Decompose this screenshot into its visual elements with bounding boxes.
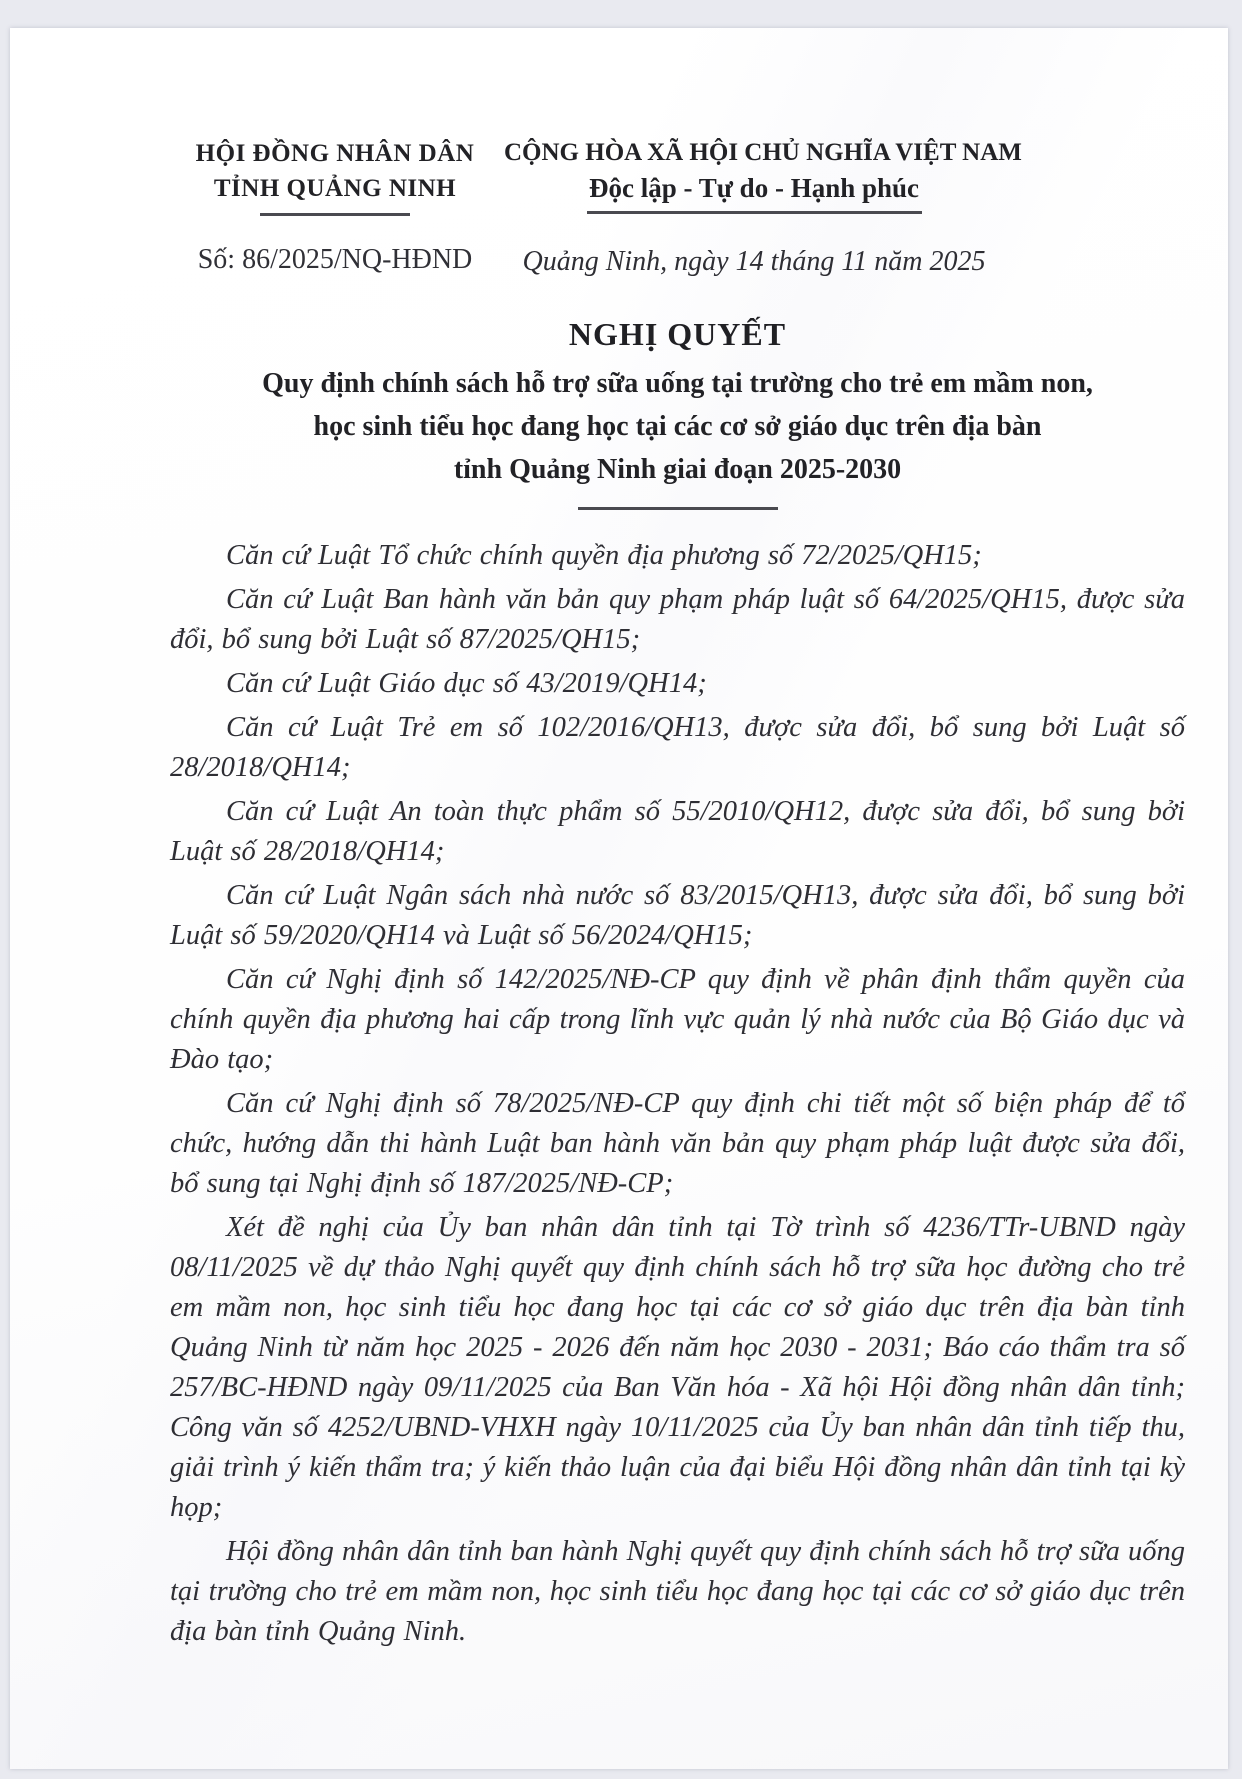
body-paragraph: Căn cứ Luật Ban hành văn bản quy phạm pháp luật số 64/2025/QH15, được sửa đổi, bổ sung bởi Luật số 87/2025/QH15; xyxy=(170,584,1185,655)
subtitle-line: tỉnh Quảng Ninh giai đoạn 2025-2030 xyxy=(453,454,902,485)
issuer-name: HỘI ĐỒNG NHÂN DÂN xyxy=(195,140,475,167)
body-paragraph: Căn cứ Luật An toàn thực phẩm số 55/2010/QH12, được sửa đổi, bổ sung bởi Luật số 28/2018/QH14; xyxy=(170,796,1185,867)
document-content xyxy=(170,136,1185,1656)
body-paragraph: Căn cứ Luật Giáo dục số 43/2019/QH14; xyxy=(226,668,707,699)
national-header-block xyxy=(504,136,1022,278)
issuer-underline xyxy=(260,213,410,216)
subtitle-line: học sinh tiểu học đang học tại các cơ sở giáo dục trên địa bàn xyxy=(313,411,1042,442)
document-title-block xyxy=(170,312,1185,510)
place-and-date: Quảng Ninh, ngày 14 tháng 11 năm 2025 xyxy=(522,246,986,277)
document-body xyxy=(170,536,1185,1652)
body-paragraph: Căn cứ Nghị định số 142/2025/NĐ-CP quy định về phân định thẩm quyền của chính quyền địa phương hai cấp trong lĩnh vực quản lý nhà nước của Bộ Giáo dục và Đào tạo; xyxy=(170,964,1185,1075)
document-number: Số: 86/2025/NQ-HĐND xyxy=(197,244,473,275)
document-page xyxy=(10,28,1228,1769)
title-divider xyxy=(578,507,778,510)
body-paragraph: Hội đồng nhân dân tỉnh ban hành Nghị quyết quy định chính sách hỗ trợ sữa uống tại trường cho trẻ em mầm non, học sinh tiểu học đang học tại các cơ sở giáo dục trên địa bàn tỉnh Quảng Ninh. xyxy=(170,1536,1185,1647)
body-paragraph: Căn cứ Nghị định số 78/2025/NĐ-CP quy định chi tiết một số biện pháp để tổ chức, hướng dẫn thi hành Luật ban hành văn bản quy phạm pháp luật được sửa đổi, bổ sung tại Nghị định số 187/2025/NĐ-CP; xyxy=(170,1088,1185,1199)
motto-underline xyxy=(587,211,922,214)
document-header xyxy=(170,136,1185,278)
body-paragraph: Căn cứ Luật Trẻ em số 102/2016/QH13, được sửa đổi, bổ sung bởi Luật số 28/2018/QH14; xyxy=(170,712,1185,783)
issuer-province: TỈNH QUẢNG NINH xyxy=(213,175,457,202)
document-subtitle xyxy=(170,362,1185,491)
document-type-title: NGHỊ QUYẾT xyxy=(568,316,787,352)
body-paragraph: Căn cứ Luật Tổ chức chính quyền địa phương số 72/2025/QH15; xyxy=(226,540,982,571)
subtitle-line: Quy định chính sách hỗ trợ sữa uống tại trường cho trẻ em mầm non, xyxy=(262,368,1093,399)
body-paragraph: Xét đề nghị của Ủy ban nhân dân tỉnh tại Tờ trình số 4236/TTr-UBND ngày 08/11/2025 về dự thảo Nghị quyết quy định chính sách hỗ trợ sữa học đường cho trẻ em mầm non, học sinh tiểu học đang học tại các cơ sở giáo dục trên địa bàn tỉnh Quảng Ninh từ năm học 2025 - 2026 đến năm học 2030 - 2031; Báo cáo thẩm tra số 257/BC-HĐND ngày 09/11/2025 của Ban Văn hóa - Xã hội Hội đồng nhân dân tỉnh; Công văn số 4252/UBND-VHXH ngày 10/11/2025 của Ủy ban nhân dân tỉnh tiếp thu, giải trình ý kiến thẩm tra; ý kiến thảo luận của đại biểu Hội đồng nhân dân tỉnh tại kỳ họp; xyxy=(170,1212,1185,1523)
national-title: CỘNG HÒA XÃ HỘI CHỦ NGHĨA VIỆT NAM xyxy=(504,139,1022,166)
national-motto: Độc lập - Tự do - Hạnh phúc xyxy=(588,173,920,203)
body-paragraph: Căn cứ Luật Ngân sách nhà nước số 83/2015/QH13, được sửa đổi, bổ sung bởi Luật số 59/2020/QH14 và Luật số 56/2024/QH15; xyxy=(170,880,1185,951)
issuing-authority-block xyxy=(170,136,500,276)
